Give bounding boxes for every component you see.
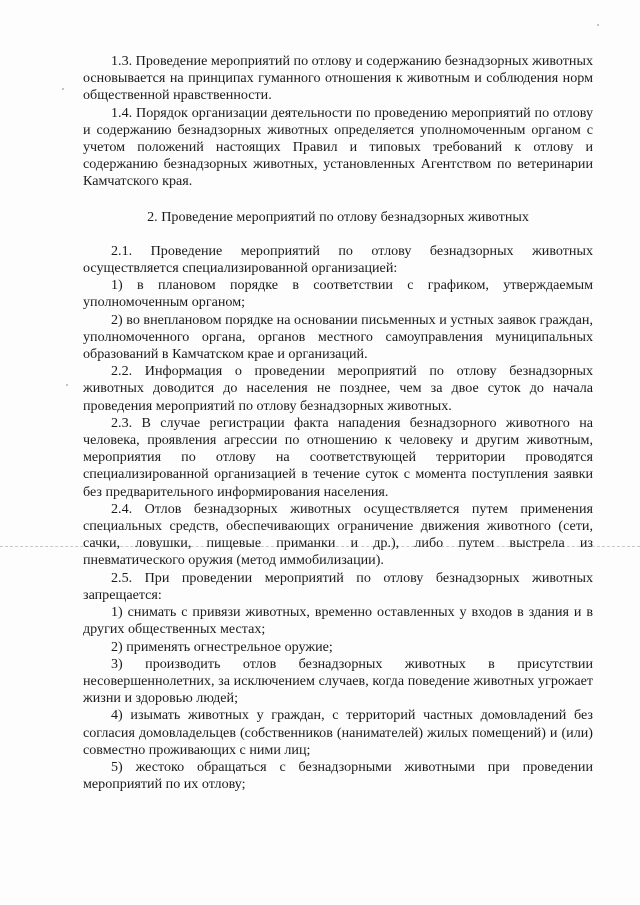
section-heading: 2. Проведение мероприятий по отлову безнадзорных животных xyxy=(147,208,529,225)
document-body xyxy=(83,53,593,793)
paragraph-2-4: 2.4. Отлов безнадзорных животных осуществляется путем применения специальных средств, обеспечивающих ограничение движения животного (сети, сачки, ловушки, пищевые приманки и др.), либо путем выстрела из пневматического оружия (метод иммобилизации). xyxy=(83,500,593,569)
scan-speck xyxy=(66,384,68,386)
list-item-prohibition-3: 3) производить отлов безнадзорных животных в присутствии несовершеннолетних, за исключением случаев, когда поведение животных угрожает жизни и здоровью людей; xyxy=(83,655,593,707)
paragraph-2-1: 2.1. Проведение мероприятий по отлову безнадзорных животных осуществляется специализированной организацией: xyxy=(83,242,593,277)
list-item-prohibition-2: 2) применять огнестрельное оружие; xyxy=(111,638,333,655)
paragraph-2-5: 2.5. При проведении мероприятий по отлову безнадзорных животных запрещается: xyxy=(83,569,593,603)
list-item-prohibition-1: 1) снимать с привязи животных, временно оставленных у входов в здания и в других общественных местах; xyxy=(83,604,593,638)
paragraph-1-4: 1.4. Порядок организации деятельности по проведению мероприятий по отлову и содержанию безнадзорных животных определяется уполномоченным органом с учетом положений настоящих Правил и типовых требований к отлову и содержанию безнадзорных животных, установленных Агентством по ветеринарии Камчатского края. xyxy=(83,104,593,190)
paragraph-2-3: 2.3. В случае регистрации факта нападения безнадзорного животного на человека, проявления агрессии по отношению к человеку и другим животным, мероприятия по отлову на соответствующей территории проводятся специализированной организацией в течение суток с момента поступления заявки без предварительного информирования населения. xyxy=(83,414,593,500)
paragraph-2-2: 2.2. Информация о проведении мероприятий по отлову безнадзорных животных доводится до населения не позднее, чем за двое суток до начала проведения мероприятий по отлову безнадзорных животных. xyxy=(83,363,593,414)
scan-speck xyxy=(597,24,599,26)
list-item-prohibition-5: 5) жестоко обращаться с безнадзорными животными при проведении мероприятий по их отлову; xyxy=(83,758,593,793)
scan-speck xyxy=(62,88,64,90)
list-item-prohibition-4: 4) изымать животных у граждан, с территорий частных домовладений без согласия домовладельцев (собственников (нанимателей) жилых помещений) и (или) совместно проживающих с ними лиц; xyxy=(83,707,593,758)
list-item-planned: 1) в плановом порядке в соответствии с графиком, утверждаемым уполномоченным органом; xyxy=(83,277,593,311)
list-item-unplanned: 2) во внеплановом порядке на основании письменных и устных заявок граждан, уполномоченного органа, органов местного самоуправления муниципальных образований в Камчатском крае и организаций. xyxy=(83,311,593,363)
paragraph-1-3: 1.3. Проведение мероприятий по отлову и содержанию безнадзорных животных основывается на принципах гуманного отношения к животным и соблюдения норм общественной нравственности. xyxy=(83,53,593,104)
